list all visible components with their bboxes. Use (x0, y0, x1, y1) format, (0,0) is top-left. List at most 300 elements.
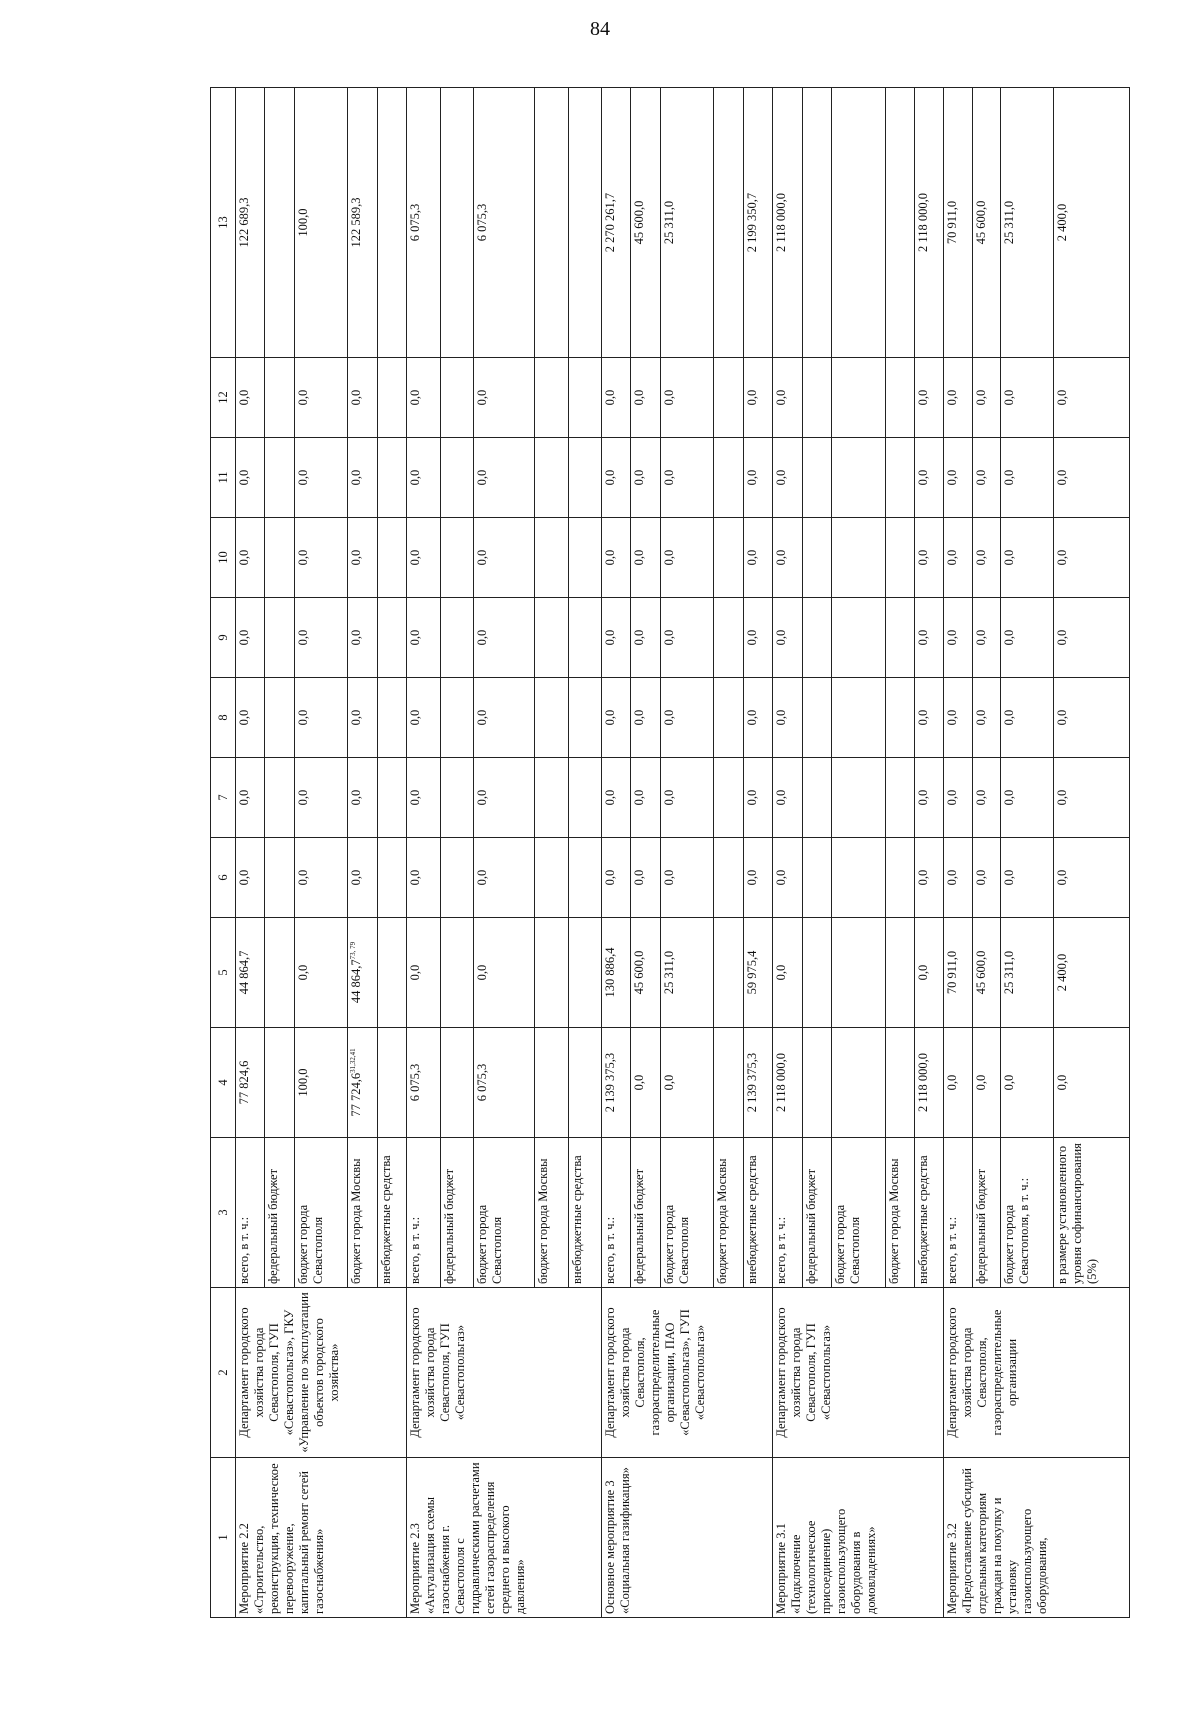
value-cell-col-13: 6 075,3 (407, 88, 440, 358)
value-cell-col-9: 0,0 (1001, 598, 1053, 678)
value-cell-col-9 (377, 598, 406, 678)
value-cell-col-12 (802, 358, 831, 438)
value-cell-col-4: 6 075,3 (473, 1028, 534, 1138)
value-cell-col-7: 0,0 (631, 758, 660, 838)
value-cell-col-6: 0,0 (407, 838, 440, 918)
value-cell-col-12 (831, 358, 885, 438)
value-cell-col-13: 2 400,0 (1053, 88, 1129, 358)
value-cell-col-5: 2 400,0 (1053, 918, 1129, 1028)
column-header-7: 7 (211, 758, 236, 838)
value-cell-col-10: 0,0 (660, 518, 714, 598)
value-cell-col-10: 0,0 (944, 518, 973, 598)
value-cell-col-7: 0,0 (773, 758, 802, 838)
column-header-1: 1 (211, 1458, 236, 1618)
value-cell-col-5: 44 864,7 (236, 918, 265, 1028)
column-header-6: 6 (211, 838, 236, 918)
value-cell-col-11 (831, 438, 885, 518)
funding-source-cell: бюджет города Севастополя (831, 1138, 885, 1288)
value-cell-col-5: 0,0 (473, 918, 534, 1028)
funding-source-cell: внебюджетные средства (914, 1138, 943, 1288)
column-header-2: 2 (211, 1288, 236, 1458)
value-cell-col-8: 0,0 (944, 678, 973, 758)
column-header-13: 13 (211, 88, 236, 358)
value-cell-col-5 (265, 918, 294, 1028)
value-cell-col-8: 0,0 (473, 678, 534, 758)
value-cell-col-13 (568, 88, 601, 358)
value-cell-col-13: 100,0 (294, 88, 348, 358)
value-cell-col-5 (831, 918, 885, 1028)
value-cell-col-5: 44 864,7$^{73, 79}$ (348, 918, 377, 1028)
value-cell-col-10: 0,0 (914, 518, 943, 598)
funding-source-cell: бюджет города Москвы (885, 1138, 914, 1288)
column-header-3: 3 (211, 1138, 236, 1288)
value-cell-col-6: 0,0 (972, 838, 1001, 918)
value-cell-col-5 (535, 918, 568, 1028)
value-cell-col-4 (377, 1028, 406, 1138)
value-cell-col-6 (440, 838, 473, 918)
value-cell-col-10 (568, 518, 601, 598)
value-cell-col-4 (568, 1028, 601, 1138)
value-cell-col-11: 0,0 (294, 438, 348, 518)
value-cell-col-11: 0,0 (743, 438, 772, 518)
value-cell-col-10: 0,0 (294, 518, 348, 598)
value-cell-col-8 (714, 678, 743, 758)
value-cell-col-5 (885, 918, 914, 1028)
value-cell-col-4: 2 118 000,0 (914, 1028, 943, 1138)
value-cell-col-10: 0,0 (1001, 518, 1053, 598)
value-cell-col-8 (440, 678, 473, 758)
value-cell-col-7 (831, 758, 885, 838)
value-cell-col-7: 0,0 (1001, 758, 1053, 838)
value-cell-col-4: 100,0 (294, 1028, 348, 1138)
funding-source-cell: в размере установленного уровня софинансирования (5%) (1053, 1138, 1129, 1288)
value-cell-col-10 (265, 518, 294, 598)
value-cell-col-11: 0,0 (944, 438, 973, 518)
value-cell-col-9: 0,0 (660, 598, 714, 678)
value-cell-col-8: 0,0 (407, 678, 440, 758)
column-header-8: 8 (211, 678, 236, 758)
value-cell-col-12: 0,0 (1053, 358, 1129, 438)
value-cell-col-7: 0,0 (1053, 758, 1129, 838)
value-cell-col-13: 25 311,0 (660, 88, 714, 358)
value-cell-col-9 (535, 598, 568, 678)
value-cell-col-10: 0,0 (1053, 518, 1129, 598)
value-cell-col-11 (714, 438, 743, 518)
value-cell-col-4 (714, 1028, 743, 1138)
value-cell-col-13 (377, 88, 406, 358)
value-cell-col-8: 0,0 (660, 678, 714, 758)
value-cell-col-8: 0,0 (294, 678, 348, 758)
funding-source-cell: бюджет города Москвы (348, 1138, 377, 1288)
value-cell-col-6: 0,0 (236, 838, 265, 918)
funding-source-cell: федеральный бюджет (972, 1138, 1001, 1288)
funding-source-cell: всего, в т. ч.: (236, 1138, 265, 1288)
value-cell-col-4: 0,0 (972, 1028, 1001, 1138)
value-cell-col-12 (440, 358, 473, 438)
value-cell-col-12 (885, 358, 914, 438)
table-row (236, 88, 265, 1618)
value-cell-col-8: 0,0 (1001, 678, 1053, 758)
value-cell-col-9: 0,0 (407, 598, 440, 678)
value-cell-col-4: 0,0 (1053, 1028, 1129, 1138)
value-cell-col-5: 0,0 (294, 918, 348, 1028)
header-row (211, 88, 236, 1618)
value-cell-col-9 (568, 598, 601, 678)
value-cell-col-8 (802, 678, 831, 758)
value-cell-col-9: 0,0 (294, 598, 348, 678)
value-cell-col-6: 0,0 (1001, 838, 1053, 918)
value-cell-col-5 (568, 918, 601, 1028)
value-cell-col-5: 70 911,0 (944, 918, 973, 1028)
value-cell-col-10 (831, 518, 885, 598)
value-cell-col-6: 0,0 (348, 838, 377, 918)
funding-source-cell: бюджет города Севастополя, в т. ч.: (1001, 1138, 1053, 1288)
value-cell-col-13: 45 600,0 (631, 88, 660, 358)
value-cell-col-4: 2 118 000,0 (773, 1028, 802, 1138)
value-cell-col-10: 0,0 (602, 518, 631, 598)
value-cell-col-8: 0,0 (1053, 678, 1129, 758)
table-row (773, 88, 802, 1618)
table-row (602, 88, 631, 1618)
value-cell-col-5: 0,0 (773, 918, 802, 1028)
value-cell-col-11 (568, 438, 601, 518)
activity-name-cell: Мероприятие 3.1 «Подключение (технологическое присоединение) газоиспользующего оборудования в домовладениях» (773, 1458, 944, 1618)
activity-name-cell: Мероприятие 2.3 «Актуализация схемы газоснабжения г. Севастополя с гидравлическими расчетами сетей газораспределения среднего и высокого давления» (407, 1458, 602, 1618)
value-cell-col-7: 0,0 (348, 758, 377, 838)
value-cell-col-7 (440, 758, 473, 838)
table-body (236, 88, 1130, 1618)
value-cell-col-12: 0,0 (972, 358, 1001, 438)
column-header-12: 12 (211, 358, 236, 438)
value-cell-col-4: 2 139 375,3 (602, 1028, 631, 1138)
rotated-table-frame (210, 88, 1130, 1618)
value-cell-col-11: 0,0 (914, 438, 943, 518)
column-header-10: 10 (211, 518, 236, 598)
value-cell-col-13: 122 589,3 (348, 88, 377, 358)
value-cell-col-8: 0,0 (914, 678, 943, 758)
value-cell-col-6: 0,0 (1053, 838, 1129, 918)
value-cell-col-7 (265, 758, 294, 838)
value-cell-col-13: 6 075,3 (473, 88, 534, 358)
value-cell-col-5: 59 975,4 (743, 918, 772, 1028)
value-cell-col-10: 0,0 (473, 518, 534, 598)
value-cell-col-13 (714, 88, 743, 358)
value-cell-col-12: 0,0 (602, 358, 631, 438)
value-cell-col-10: 0,0 (348, 518, 377, 598)
value-cell-col-11: 0,0 (773, 438, 802, 518)
funding-source-cell: всего, в т. ч.: (602, 1138, 631, 1288)
value-cell-col-5 (440, 918, 473, 1028)
value-cell-col-11: 0,0 (1001, 438, 1053, 518)
value-cell-col-11: 0,0 (602, 438, 631, 518)
value-cell-col-12 (568, 358, 601, 438)
value-cell-col-4: 6 075,3 (407, 1028, 440, 1138)
value-cell-col-7 (714, 758, 743, 838)
value-cell-col-5: 25 311,0 (1001, 918, 1053, 1028)
value-cell-col-4: 2 139 375,3 (743, 1028, 772, 1138)
funding-source-cell: федеральный бюджет (265, 1138, 294, 1288)
funding-source-cell: бюджет города Севастополя (473, 1138, 534, 1288)
value-cell-col-7: 0,0 (294, 758, 348, 838)
value-cell-col-6 (885, 838, 914, 918)
value-cell-col-12: 0,0 (631, 358, 660, 438)
value-cell-col-5 (377, 918, 406, 1028)
value-cell-col-13: 45 600,0 (972, 88, 1001, 358)
value-cell-col-6: 0,0 (944, 838, 973, 918)
value-cell-col-13: 2 118 000,0 (914, 88, 943, 358)
value-cell-col-13 (535, 88, 568, 358)
value-cell-col-11 (885, 438, 914, 518)
value-cell-col-13: 122 689,3 (236, 88, 265, 358)
value-cell-col-12 (714, 358, 743, 438)
value-cell-col-10: 0,0 (972, 518, 1001, 598)
value-cell-col-11: 0,0 (972, 438, 1001, 518)
table-row (407, 88, 440, 1618)
value-cell-col-5: 130 886,4 (602, 918, 631, 1028)
value-cell-col-8: 0,0 (348, 678, 377, 758)
value-cell-col-9: 0,0 (743, 598, 772, 678)
value-cell-col-8: 0,0 (972, 678, 1001, 758)
funding-source-cell: федеральный бюджет (631, 1138, 660, 1288)
value-cell-col-10: 0,0 (236, 518, 265, 598)
funding-source-cell: всего, в т. ч.: (944, 1138, 973, 1288)
value-cell-col-6 (714, 838, 743, 918)
value-cell-col-9: 0,0 (236, 598, 265, 678)
value-cell-col-6: 0,0 (602, 838, 631, 918)
value-cell-col-7: 0,0 (972, 758, 1001, 838)
value-cell-col-11 (802, 438, 831, 518)
value-cell-col-12: 0,0 (473, 358, 534, 438)
value-cell-col-12: 0,0 (294, 358, 348, 438)
value-cell-col-13 (885, 88, 914, 358)
value-cell-col-9: 0,0 (972, 598, 1001, 678)
value-cell-col-4 (440, 1028, 473, 1138)
value-cell-col-12 (377, 358, 406, 438)
value-cell-col-4: 77 724,6$^{31,32,41}$ (348, 1028, 377, 1138)
value-cell-col-9: 0,0 (944, 598, 973, 678)
executor-cell: Департамент городского хозяйства города Севастополя, ГУП «Севастопольгаз» (407, 1288, 602, 1458)
value-cell-col-13: 25 311,0 (1001, 88, 1053, 358)
budget-table (210, 87, 1130, 1618)
value-cell-col-13: 70 911,0 (944, 88, 973, 358)
value-cell-col-11: 0,0 (660, 438, 714, 518)
footnote-ref: 31,32,41 (349, 1048, 358, 1073)
value-cell-col-8 (535, 678, 568, 758)
column-header-4: 4 (211, 1028, 236, 1138)
value-cell-col-6 (831, 838, 885, 918)
value-cell-col-6: 0,0 (773, 838, 802, 918)
executor-cell: Департамент городского хозяйства города Севастополя, ГУП «Севастопольгаз», ГКУ «Управление по эксплуатации объектов городского хозяйства» (236, 1288, 407, 1458)
value-cell-col-11: 0,0 (631, 438, 660, 518)
value-cell-col-9 (440, 598, 473, 678)
value-cell-col-5: 0,0 (407, 918, 440, 1028)
value-cell-col-10 (440, 518, 473, 598)
value-cell-col-7: 0,0 (602, 758, 631, 838)
column-header-9: 9 (211, 598, 236, 678)
value-cell-col-9 (885, 598, 914, 678)
value-cell-col-5 (714, 918, 743, 1028)
value-cell-col-5: 25 311,0 (660, 918, 714, 1028)
funding-source-cell: бюджет города Москвы (714, 1138, 743, 1288)
value-cell-col-8 (265, 678, 294, 758)
value-cell-col-7 (802, 758, 831, 838)
activity-name-cell: Мероприятие 2.2 «Строительство, реконструкция, техническое перевооружение, капитальный ремонт сетей газоснабжения» (236, 1458, 407, 1618)
funding-source-cell: всего, в т. ч.: (773, 1138, 802, 1288)
value-cell-col-9: 0,0 (348, 598, 377, 678)
value-cell-col-8: 0,0 (743, 678, 772, 758)
executor-cell: Департамент городского хозяйства города Севастополя, газораспределительные организации, ПАО «Севастопольгаз», ГУП «Севастопольгаз» (602, 1288, 773, 1458)
value-cell-col-13 (265, 88, 294, 358)
value-cell-col-11: 0,0 (473, 438, 534, 518)
value-cell-col-7: 0,0 (914, 758, 943, 838)
value-cell-col-12: 0,0 (914, 358, 943, 438)
value-cell-col-7 (568, 758, 601, 838)
value-cell-col-9: 0,0 (473, 598, 534, 678)
value-cell-col-10: 0,0 (773, 518, 802, 598)
value-cell-col-7: 0,0 (473, 758, 534, 838)
value-cell-col-5: 45 600,0 (631, 918, 660, 1028)
value-cell-col-7 (535, 758, 568, 838)
value-cell-col-11: 0,0 (1053, 438, 1129, 518)
value-cell-col-10 (885, 518, 914, 598)
value-cell-col-7: 0,0 (743, 758, 772, 838)
value-cell-col-11 (265, 438, 294, 518)
value-cell-col-7: 0,0 (660, 758, 714, 838)
value-cell-col-9 (265, 598, 294, 678)
value-cell-col-12: 0,0 (236, 358, 265, 438)
value-cell-col-12 (535, 358, 568, 438)
value-cell-col-6 (535, 838, 568, 918)
value-cell-col-4: 0,0 (1001, 1028, 1053, 1138)
rotated-table-content (210, 88, 1130, 1618)
footnote-ref: 73, 79 (349, 941, 358, 960)
value-cell-col-8 (831, 678, 885, 758)
value-cell-col-11 (377, 438, 406, 518)
value-cell-col-12: 0,0 (944, 358, 973, 438)
value-cell-col-13 (802, 88, 831, 358)
value-cell-col-6: 0,0 (631, 838, 660, 918)
value-cell-col-5 (802, 918, 831, 1028)
value-cell-col-11 (440, 438, 473, 518)
value-cell-col-10: 0,0 (407, 518, 440, 598)
value-cell-col-9: 0,0 (773, 598, 802, 678)
executor-cell: Департамент городского хозяйства города Севастополя, газораспределительные организации (944, 1288, 1130, 1458)
value-cell-col-10 (714, 518, 743, 598)
value-cell-col-9: 0,0 (602, 598, 631, 678)
value-cell-col-8: 0,0 (236, 678, 265, 758)
value-cell-col-12: 0,0 (773, 358, 802, 438)
value-cell-col-13: 2 118 000,0 (773, 88, 802, 358)
value-cell-col-11: 0,0 (348, 438, 377, 518)
value-cell-col-4 (535, 1028, 568, 1138)
value-cell-col-12: 0,0 (660, 358, 714, 438)
value-cell-col-4: 0,0 (944, 1028, 973, 1138)
page-number: 84 (590, 18, 610, 40)
value-cell-col-9: 0,0 (1053, 598, 1129, 678)
value-cell-col-6 (802, 838, 831, 918)
value-cell-col-6 (568, 838, 601, 918)
value-cell-col-13: 2 199 350,7 (743, 88, 772, 358)
value-cell-col-7 (885, 758, 914, 838)
value-cell-col-12: 0,0 (407, 358, 440, 438)
value-cell-col-9 (714, 598, 743, 678)
value-cell-col-4 (831, 1028, 885, 1138)
value-cell-col-4 (802, 1028, 831, 1138)
value-cell-col-12: 0,0 (348, 358, 377, 438)
value-cell-col-9: 0,0 (914, 598, 943, 678)
value-cell-col-8 (377, 678, 406, 758)
value-cell-col-8: 0,0 (773, 678, 802, 758)
executor-cell: Департамент городского хозяйства города Севастополя, ГУП «Севастопольгаз» (773, 1288, 944, 1458)
value-cell-col-11: 0,0 (236, 438, 265, 518)
value-cell-col-10: 0,0 (743, 518, 772, 598)
activity-name-cell: Мероприятие 3.2 «Предоставление субсидий отдельным категориям граждан на покупку и установку газоиспользующего оборудования, (944, 1458, 1130, 1618)
value-cell-col-4: 77 824,6 (236, 1028, 265, 1138)
value-cell-col-10 (377, 518, 406, 598)
value-cell-col-12 (265, 358, 294, 438)
value-cell-col-5: 45 600,0 (972, 918, 1001, 1028)
value-cell-col-13: 2 270 261,7 (602, 88, 631, 358)
value-cell-col-7: 0,0 (407, 758, 440, 838)
value-cell-col-6 (265, 838, 294, 918)
funding-source-cell: бюджет города Москвы (535, 1138, 568, 1288)
column-header-11: 11 (211, 438, 236, 518)
value-cell-col-6: 0,0 (914, 838, 943, 918)
value-cell-col-6: 0,0 (294, 838, 348, 918)
table-row (944, 88, 973, 1618)
funding-source-cell: внебюджетные средства (377, 1138, 406, 1288)
value-cell-col-11 (535, 438, 568, 518)
value-cell-col-12: 0,0 (1001, 358, 1053, 438)
value-cell-col-6 (377, 838, 406, 918)
funding-source-cell: федеральный бюджет (440, 1138, 473, 1288)
funding-source-cell: всего, в т. ч.: (407, 1138, 440, 1288)
value-cell-col-8: 0,0 (631, 678, 660, 758)
value-cell-col-4: 0,0 (631, 1028, 660, 1138)
value-cell-col-9 (802, 598, 831, 678)
value-cell-col-5: 0,0 (914, 918, 943, 1028)
value-cell-col-10 (535, 518, 568, 598)
value-cell-col-4 (885, 1028, 914, 1138)
value-cell-col-8 (568, 678, 601, 758)
activity-name-cell: Основное мероприятие 3 «Социальная газификация» (602, 1458, 773, 1618)
funding-source-cell: бюджет города Севастополя (660, 1138, 714, 1288)
value-cell-col-10 (802, 518, 831, 598)
value-cell-col-9: 0,0 (631, 598, 660, 678)
value-cell-col-7: 0,0 (236, 758, 265, 838)
value-cell-col-6: 0,0 (743, 838, 772, 918)
value-cell-col-9 (831, 598, 885, 678)
funding-source-cell: внебюджетные средства (568, 1138, 601, 1288)
value-cell-col-8: 0,0 (602, 678, 631, 758)
value-cell-col-12: 0,0 (743, 358, 772, 438)
funding-source-cell: бюджет города Севастополя (294, 1138, 348, 1288)
value-cell-col-8 (885, 678, 914, 758)
funding-source-cell: федеральный бюджет (802, 1138, 831, 1288)
value-cell-col-13 (440, 88, 473, 358)
value-cell-col-4: 0,0 (660, 1028, 714, 1138)
value-cell-col-11: 0,0 (407, 438, 440, 518)
value-cell-col-13 (831, 88, 885, 358)
value-cell-col-7: 0,0 (944, 758, 973, 838)
value-cell-col-6: 0,0 (473, 838, 534, 918)
value-cell-col-10: 0,0 (631, 518, 660, 598)
funding-source-cell: внебюджетные средства (743, 1138, 772, 1288)
value-cell-col-7 (377, 758, 406, 838)
column-header-5: 5 (211, 918, 236, 1028)
value-cell-col-6: 0,0 (660, 838, 714, 918)
value-cell-col-4 (265, 1028, 294, 1138)
